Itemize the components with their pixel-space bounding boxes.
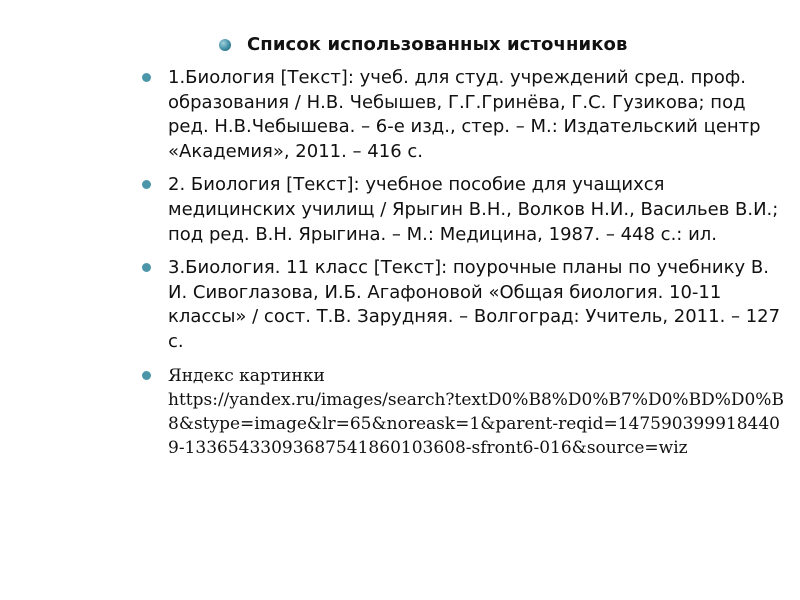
bullet-icon (142, 263, 151, 272)
source-item-1 (140, 66, 785, 164)
heading-row (219, 34, 627, 55)
source-item-web[interactable] (140, 364, 785, 460)
heading-bullet-icon (219, 39, 231, 51)
source-item-3 (140, 256, 785, 354)
bullet-icon (142, 73, 151, 82)
web-source-label: Яндекс картинки (168, 365, 325, 386)
page-title: Список использованных источников (247, 34, 628, 55)
web-source-link[interactable]: https://yandex.ru/images/search?textD0%B8%D0%B7%D0%BD%D0%B8&stype=image&lr=65&noreask=1&parent-reqid=1475903999184409-1336543309368754186010360​8-sfront6-016&source=wiz (168, 389, 784, 458)
bullet-icon (142, 371, 151, 380)
source-text: 2. Биология [Текст]: учебное пособие для учащихся медицинских училищ / Ярыгин В.Н., Волков Н.И., Васильев В.И.; под ред. В.Н. Ярыгина. – М.: Медицина, 1987. – 448 с.: ил. (168, 174, 779, 245)
bullet-icon (142, 180, 151, 189)
source-item-2 (140, 173, 785, 247)
source-text: 1.Биология [Текст]: учеб. для студ. учреждений сред. проф. образования / Н.В. Чебышев, Г.Г.Гринёва, Г.С. Гузикова; под ред. Н.В.Чебышева. – 6-е изд., стер. – М.: Издательский центр «Академия», 2011. – 416 с. (168, 67, 761, 162)
sources-list (140, 66, 785, 469)
source-text: 3.Биология. 11 класс [Текст]: поурочные планы по учебнику В. И. Сивоглазова, И.Б. Агафоновой «Общая биология. 10-11 классы» / сост. Т.В. Зарудняя. – Волгоград: Учитель, 2011. – 127 с. (168, 257, 781, 352)
